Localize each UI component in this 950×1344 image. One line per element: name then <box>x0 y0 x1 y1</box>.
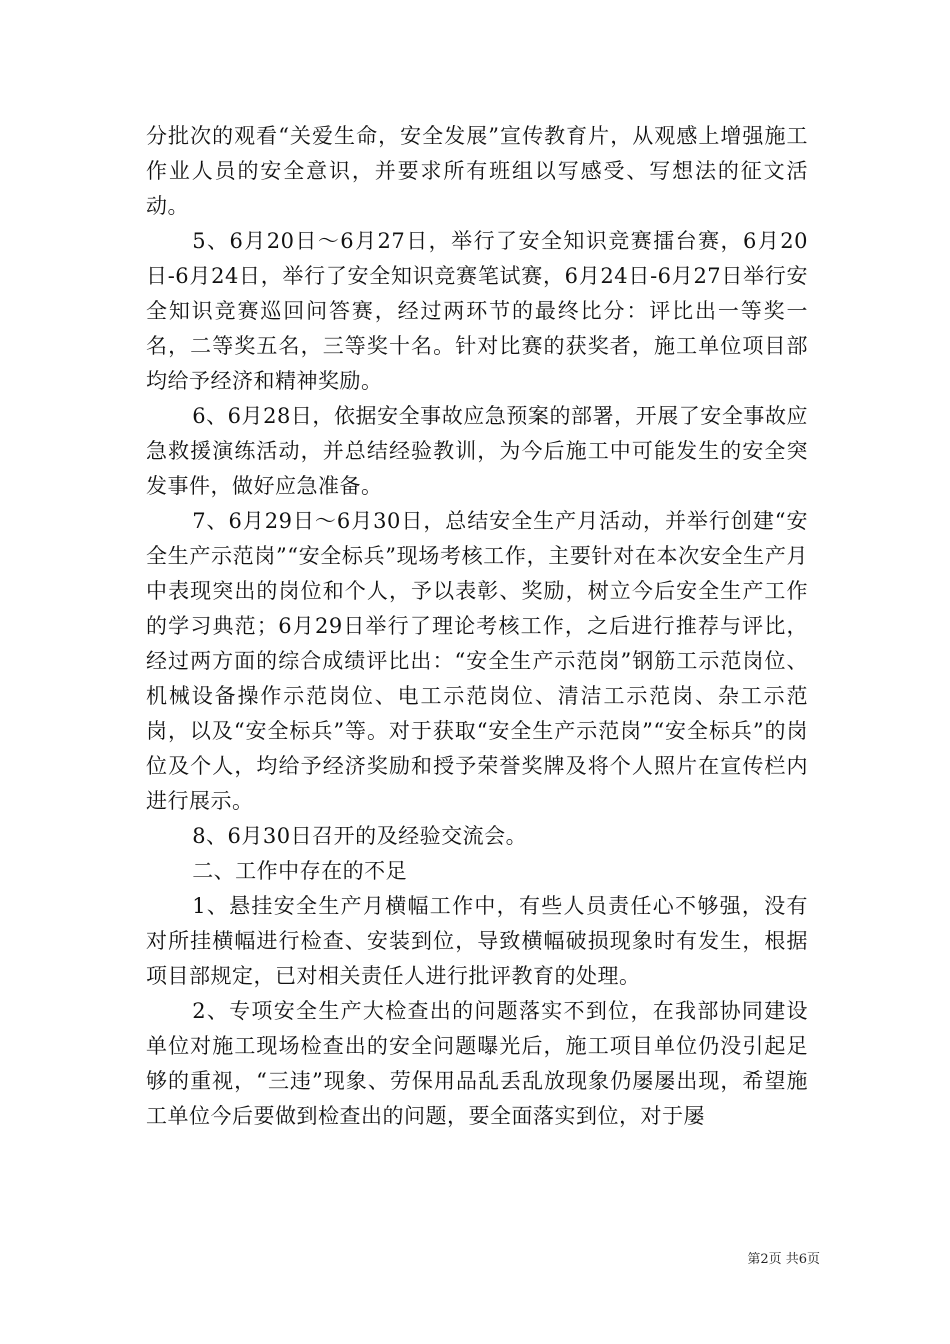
paragraph-continuation: 分批次的观看“关爱生命，安全发展”宣传教育片，从观感上增强施工作业人员的安全意识，并要求所有班组以写感受、写想法的征文活动。 <box>146 124 808 218</box>
section-heading-shortcomings: 二、工作中存在的不足 <box>192 859 408 883</box>
paragraph-item-6: 6、6月28日，依据安全事故应急预案的部署，开展了安全事故应急救援演练活动，并总结经验教训，为今后施工中可能发生的安全突发事件，做好应急准备。 <box>146 404 808 498</box>
document-body <box>146 119 808 1134</box>
paragraph-shortcoming-1: 1、悬挂安全生产月横幅工作中，有些人员责任心不够强，没有对所挂横幅进行检查、安装到位，导致横幅破损现象时有发生，根据项目部规定，已对相关责任人进行批评教育的处理。 <box>146 894 808 988</box>
paragraph-shortcoming-2: 2、专项安全生产大检查出的问题落实不到位，在我部协同建设单位对施工现场检查出的安全问题曝光后，施工项目单位仍没引起足够的重视，“三违”现象、劳保用品乱丢乱放现象仍屡屡出现，希望施工单位今后要做到检查出的问题，要全面落实到位，对于屡 <box>146 999 808 1128</box>
paragraph-item-5: 5、6月20日～6月27日，举行了安全知识竞赛擂台赛，6月20日-6月24日，举行了安全知识竞赛笔试赛，6月24日-6月27日举行安全知识竞赛巡回问答赛，经过两环节的最终比分：评比出一等奖一名，二等奖五名，三等奖十名。针对比赛的获奖者，施工单位项目部均给予经济和精神奖励。 <box>146 229 808 393</box>
paragraph-item-7: 7、6月29日～6月30日，总结安全生产月活动，并举行创建“安全生产示范岗”“安全标兵”现场考核工作，主要针对在本次安全生产月中表现突出的岗位和个人，予以表彰、奖励，树立今后安全生产工作的学习典范；6月29日举行了理论考核工作，之后进行推荐与评比，经过两方面的综合成绩评比出：“安全生产示范岗”钢筋工示范岗位、机械设备操作示范岗位、电工示范岗位、清洁工示范岗、杂工示范岗，以及“安全标兵”等。对于获取“安全生产示范岗”“安全标兵”的岗位及个人，均给予经济奖励和授予荣誉奖牌及将个人照片在宣传栏内进行展示。 <box>146 509 808 813</box>
page-number: 第2页 共6页 <box>747 1252 820 1267</box>
paragraph-item-8: 8、6月30日召开的及经验交流会。 <box>192 824 528 848</box>
